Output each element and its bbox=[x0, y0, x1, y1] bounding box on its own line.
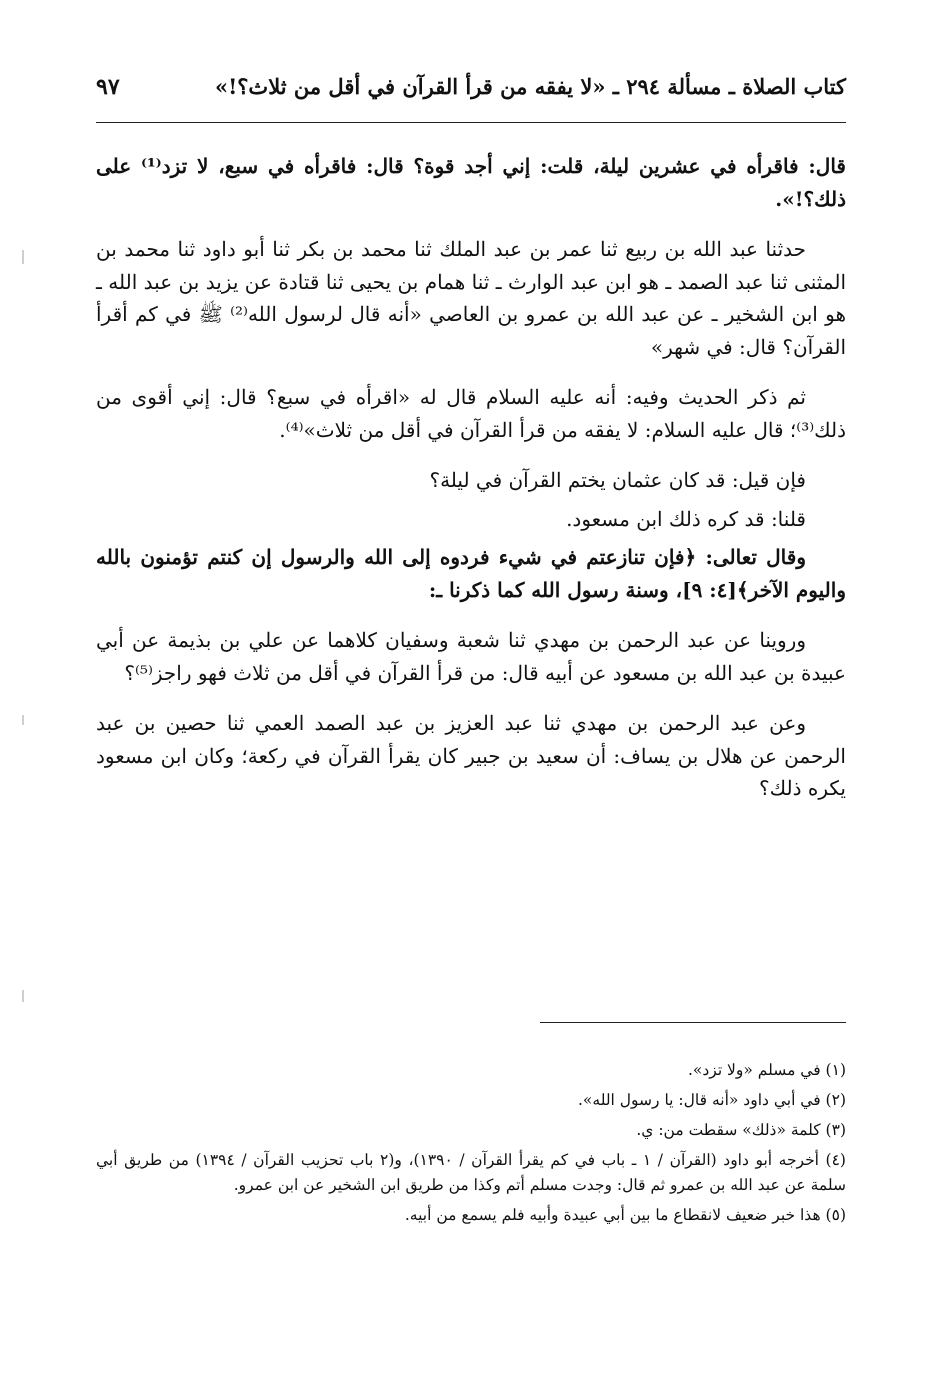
paragraph-hadith-detail: ثم ذكر الحديث وفيه: أنه عليه السلام قال له «اقرأه في سبع؟ قال: إني أقوى من ذلك⁽³⁾؛ قال عليه السلام: لا يفقه من قرأ القرآن في أقل من ثلاث»⁽⁴⁾. bbox=[96, 385, 846, 442]
footnote-5: (٥) هذا خبر ضعيف لانقطاع ما بين أبي عبيدة وأبيه فلم يسمع من أبيه. bbox=[404, 1206, 846, 1224]
scan-artifact bbox=[22, 250, 24, 264]
footnote-separator bbox=[540, 1022, 846, 1023]
footnote-1: (١) في مسلم «ولا تزد». bbox=[687, 1061, 846, 1079]
main-text bbox=[96, 150, 846, 823]
paragraph-ibn-masud-narration: وروينا عن عبد الرحمن بن مهدي ثنا شعبة وسفيان كلاهما عن علي بن بذيمة عن أبي عبيدة بن عبد الله بن مسعود عن أبيه قال: من قرأ القرآن في أقل من ثلاث فهو راجز⁽⁵⁾؟ bbox=[96, 628, 846, 685]
scan-artifact bbox=[22, 715, 24, 725]
header-title: كتاب الصلاة ـ مسألة ٢٩٤ ـ «لا يفقه من قرأ القرآن في أقل من ثلاث؟!» bbox=[214, 74, 846, 99]
paragraph-quran-verse: وقال تعالى: ﴿فإن تنازعتم في شيء فردوه إلى الله والرسول إن كنتم تؤمنون بالله واليوم الآخر﴾[٤: ٩]، وسنة رسول الله كما ذكرنا ـ: bbox=[96, 545, 846, 602]
footnote-3: (٣) كلمة «ذلك» سقطت من: ي. bbox=[636, 1121, 846, 1139]
paragraph-objection: فإن قيل: قد كان عثمان يختم القرآن في ليلة؟ bbox=[429, 468, 806, 492]
footnote-4: (٤) أخرجه أبو داود (القرآن / ١ ـ باب في كم يقرأ القرآن / ١٣٩٠)، و(٢ باب تحزيب القرآن / ١٣٩٤) من طريق أبي سلمة عن عبد الله بن عمرو ثم قال: وجدت مسلم أتم وكذا من طريق ابن الشخير عن ابن عمرو. bbox=[96, 1151, 846, 1194]
page-number: ٩٧ bbox=[96, 74, 120, 100]
scan-artifact bbox=[22, 990, 24, 1002]
header-rule bbox=[96, 122, 846, 123]
running-header bbox=[96, 72, 846, 116]
paragraph-hadith-end: قال: فاقرأه في عشرين ليلة، قلت: إني أجد قوة؟ قال: فاقرأه في سبع، لا تزد⁽¹⁾ على ذلك؟!». bbox=[96, 154, 846, 211]
paragraph-reply: قلنا: قد كره ذلك ابن مسعود. bbox=[566, 506, 806, 531]
paragraph-isnad: حدثنا عبد الله بن ربيع ثنا عمر بن عبد الملك ثنا محمد بن بكر ثنا أبو داود ثنا محمد بن المثنى ثنا عبد الصمد ـ هو ابن عبد الوارث ـ ثنا همام بن يحيى ثنا قتادة عن يزيد بن عبد الله ـ هو ابن الشخير ـ عن عبد الله بن عمرو بن العاصي «أنه قال لرسول الله⁽²⁾ ﷺ في كم أقرأ القرآن؟ قال: في شهر» bbox=[96, 237, 846, 359]
footnotes bbox=[96, 1058, 846, 1233]
paragraph-said-ibn-jubayr: وعن عبد الرحمن بن مهدي ثنا عبد العزيز بن عبد الصمد العمي ثنا حصين بن عبد الرحمن عن هلال بن يساف: أن سعيد بن جبير كان يقرأ القرآن في ركعة؛ وكان ابن مسعود يكره ذلك؟ bbox=[96, 711, 846, 800]
footnote-2: (٢) في أبي داود «أنه قال: يا رسول الله». bbox=[577, 1091, 846, 1109]
